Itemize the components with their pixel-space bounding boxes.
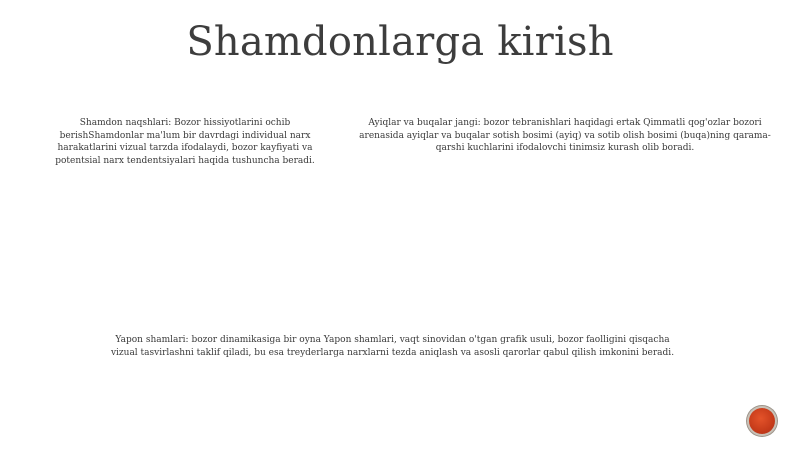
- slide-title: Shamdonlarga kirish: [186, 19, 614, 65]
- text-block-candlestick-patterns: Shamdon naqshlari: Bozor hissiyotlarini ochib berishShamdonlar ma'lum bir davrdagi individual narx harakatlarini vizual tarzda ifodalaydi, bozor kayfiyati va potentsial narx tendentsiyalari haqida tushuncha beradi.: [55, 118, 315, 166]
- text-block-bears-and-bulls: Ayiqlar va buqalar jangi: bozor tebranishlari haqidagi ertak Qimmatli qog'ozlar bozori arenasida ayiqlar va buqalar sotish bosimi (ayiq) va sotib olish bosimi (buqa)ning qarama-qarshi kuchlarini ifodalovchi tinimsiz kurash olib boradi.: [359, 118, 771, 153]
- text-block-japanese-candles: Yapon shamlari: bozor dinamikasiga bir oyna Yapon shamlari, vaqt sinovidan o'tgan grafik usuli, bozor faolligini qisqacha vizual tasvirlashni taklif qiladi, bu esa treyderlarga narxlarni tezda aniqlash va asosli qarorlar qabul qilish imkonini beradi.: [110, 335, 675, 358]
- circle-button-icon[interactable]: [749, 408, 775, 434]
